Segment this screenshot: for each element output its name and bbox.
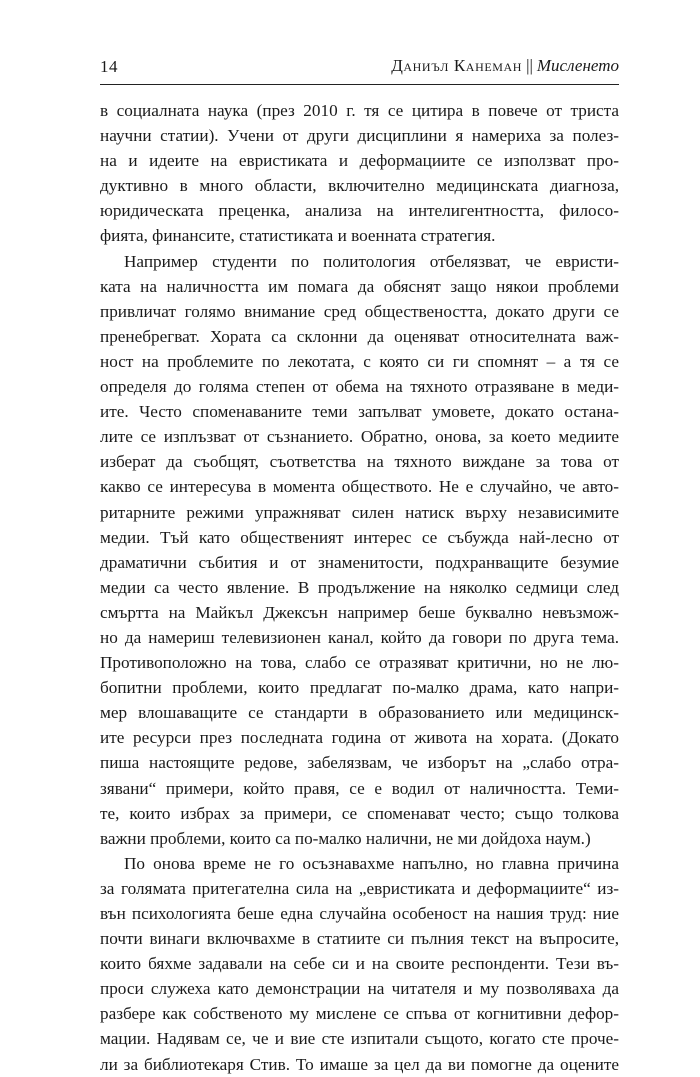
text-line: драматични събития и от знаменитости, подхранващите безумие <box>100 552 619 572</box>
body-text <box>100 98 619 1077</box>
header-separator: || <box>526 56 533 75</box>
text-line: ката на наличността им помага да обяснят защо някои проблеми <box>100 276 619 296</box>
text-line: лите се изплъзват от съзнанието. Обратно, онова, за което медиите <box>100 427 619 447</box>
text-line: но да намериш телевизионен канал, който да говори по друга тема. <box>100 627 619 647</box>
text-line: пиша настоящите редове, забелязвам, че изборът на „слабо отра- <box>100 753 619 773</box>
text-line: ли за библиотекаря Стив. То имаше за цел да ви помогне да оцените <box>100 1054 619 1074</box>
header-rule <box>100 84 619 85</box>
text-line: мер влошаващите се стандарти в образованието или медицинск- <box>100 703 619 723</box>
text-line: те, които избрах за примери, се споменават често; също толкова <box>100 803 619 823</box>
text-line: медии. Тъй като общественият интерес се събужда най-лесно от <box>100 527 619 547</box>
paragraph <box>100 851 619 1077</box>
text-line: пренебрегват. Хората са склонни да оценяват относителната важ- <box>100 326 619 346</box>
paragraph <box>100 98 619 249</box>
text-line: почти винаги включвахме в статиите си пълния текст на въпросите, <box>100 929 619 949</box>
text-line: определя до голяма степен от обема на тяхното отразяване в меди- <box>100 377 619 397</box>
text-line: научни статии). Учени от други дисциплини я намериха за полез- <box>100 126 619 146</box>
text-line: смъртта на Майкъл Джексън например беше буквално невъзмож- <box>100 602 619 622</box>
text-line: в социалната наука (през 2010 г. тя се цитира в повече от триста <box>100 101 619 120</box>
text-line: Противоположно на това, слабо се отразяват критични, но не лю- <box>100 653 619 673</box>
text-line: какво се интересува в момента обществото. Не е случайно, че авто- <box>100 477 619 497</box>
text-line: бопитни проблеми, които предлагат по-малко драма, като напри- <box>100 678 619 698</box>
text-line: юридическата преценка, анализа на интелигентността, филосо- <box>100 201 619 221</box>
text-line: проси служеха като демонстрации на читателя и му позволяваха да <box>100 979 619 999</box>
page-number: 14 <box>100 57 118 76</box>
text-line: ност на проблемите по лекотата, с която си ги спомнят – а тя се <box>100 351 619 371</box>
text-line: привличат голямо внимание сред обществеността, докато други се <box>100 301 619 321</box>
text-line: зявани“ примери, който правя, се е водил от наличността. Теми- <box>100 778 619 798</box>
book-title: Мисленето <box>536 56 619 75</box>
text-line: ите ресурси през последната година от живота на хората. (Докато <box>100 728 619 748</box>
text-line: изберат да съобщят, съответства на тяхното виждане за това от <box>100 452 619 472</box>
text-line: ритарните режими упражняват силен натиск върху независимите <box>100 502 619 522</box>
text-line: за голямата притегателна сила на „евристиката и деформациите“ из- <box>100 878 619 898</box>
author-name: Даниъл Канеман <box>391 56 523 75</box>
text-line: мации. Надявам се, че и вие сте изпитали същото, когато сте проче- <box>100 1029 619 1049</box>
text-line: дуктивно в много области, включително медицинската диагноза, <box>100 176 619 196</box>
text-line: на и идеите на евристиката и деформациите се използват про- <box>100 151 619 171</box>
text-line: Например студенти по политология отбелязват, че евристи- <box>124 251 619 271</box>
text-line: вън психологията беше една случайна особеност на нашия труд: ние <box>100 904 619 923</box>
text-line: фията, финансите, статистиката и военната стратегия. <box>100 226 496 246</box>
text-line: ите. Често споменаваните теми запълват умовете, докато останa- <box>100 402 619 422</box>
running-header <box>100 56 619 82</box>
text-line: медии са често явление. В продължение на няколко седмици след <box>100 577 619 597</box>
text-line: важни проблеми, които са по-малко налични, не ми дойдоха наум.) <box>100 828 591 848</box>
running-head-title <box>391 56 619 76</box>
text-line: разбере как собственото му мислене се спъва от когнитивни дефор- <box>100 1004 619 1024</box>
text-line: които бяхме задавали на себе си и на своите респонденти. Тези въ- <box>100 954 619 974</box>
text-line: По онова време не го осъзнавахме напълно, но главна причина <box>124 853 619 873</box>
paragraph <box>100 249 619 851</box>
